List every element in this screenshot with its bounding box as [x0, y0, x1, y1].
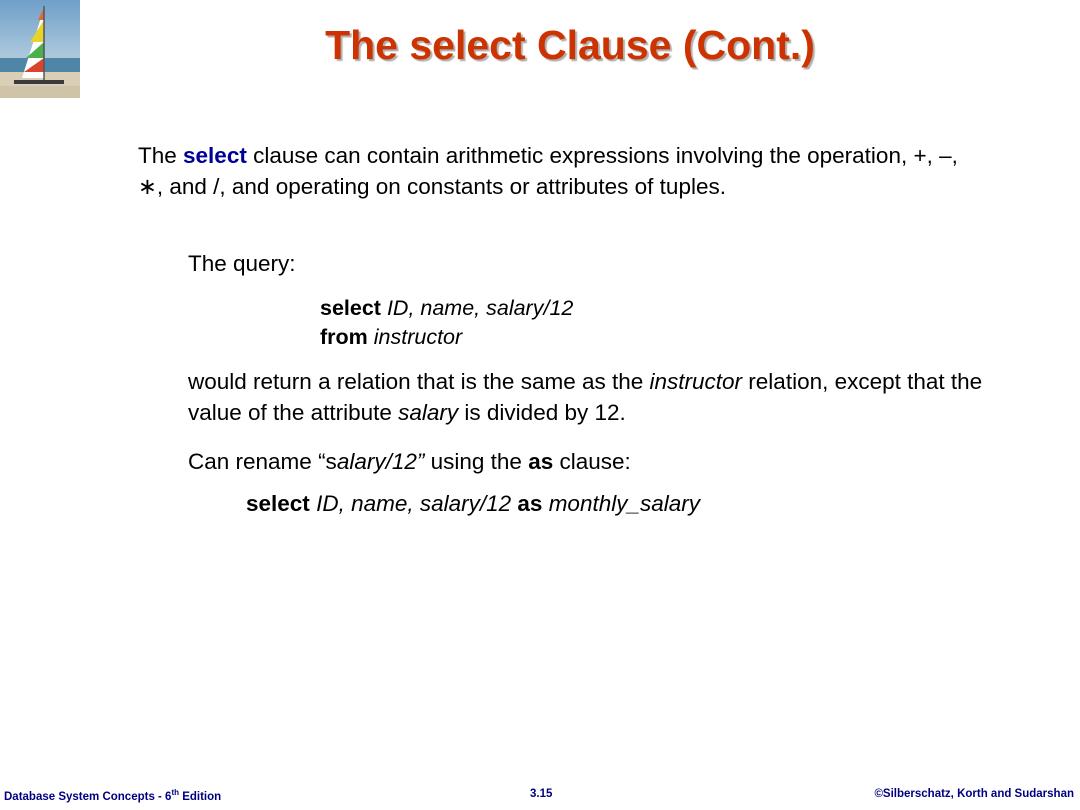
rename-code-line [246, 488, 700, 519]
footer-book-title-text: Database System Concepts - 6 [4, 790, 172, 803]
slide-title: The select Clause (Cont.) [325, 22, 815, 68]
explain-salary: salary [398, 400, 459, 425]
query-code-block [320, 294, 573, 352]
rename-salary-expr: alary/12” [336, 449, 425, 474]
explain-instructor: instructor [649, 369, 743, 394]
footer-edition-sup: th [171, 788, 180, 797]
rename-as-keyword: as [528, 449, 554, 474]
rename-code-attrs: ID, name, salary/12 [309, 491, 518, 516]
footer-copyright: ©Silberschatz, Korth and Sudarshan [874, 788, 1074, 800]
rename-code-select: select [246, 491, 310, 516]
footer-slide-number: 3.15 [530, 788, 553, 800]
rename-text-2: using the [424, 449, 529, 474]
rename-code-alias: monthly_salary [542, 491, 701, 516]
intro-text-rest: clause can contain arithmetic expressions involving the operation, +, –, ∗, and /, and operating on constants or attributes of tuples. [138, 143, 958, 199]
footer-book-title [4, 788, 221, 803]
code-from-keyword: from [320, 325, 368, 349]
intro-text-start: The [138, 143, 184, 168]
rename-text-3: clause: [553, 449, 631, 474]
rename-code-as: as [517, 491, 543, 516]
code-select-attrs: ID, name, salary/12 [380, 296, 574, 320]
explanation-paragraph [188, 366, 988, 428]
explain-text-3: is divided by 12. [458, 400, 626, 425]
code-select-keyword: select [320, 296, 381, 320]
code-line-select [320, 294, 573, 323]
select-keyword: select [183, 143, 247, 168]
footer-edition-text: Edition [179, 790, 222, 803]
rename-text-1: Can rename “s [188, 449, 337, 474]
explain-text-2: relation, except that the value of the attribute [188, 369, 983, 425]
explain-text-1: would return a relation that is the same as the [188, 369, 650, 394]
intro-paragraph [138, 140, 958, 202]
code-line-from [320, 323, 573, 352]
code-from-relation: instructor [367, 325, 463, 349]
query-label: The query: [188, 251, 296, 276]
rename-paragraph [188, 446, 988, 477]
